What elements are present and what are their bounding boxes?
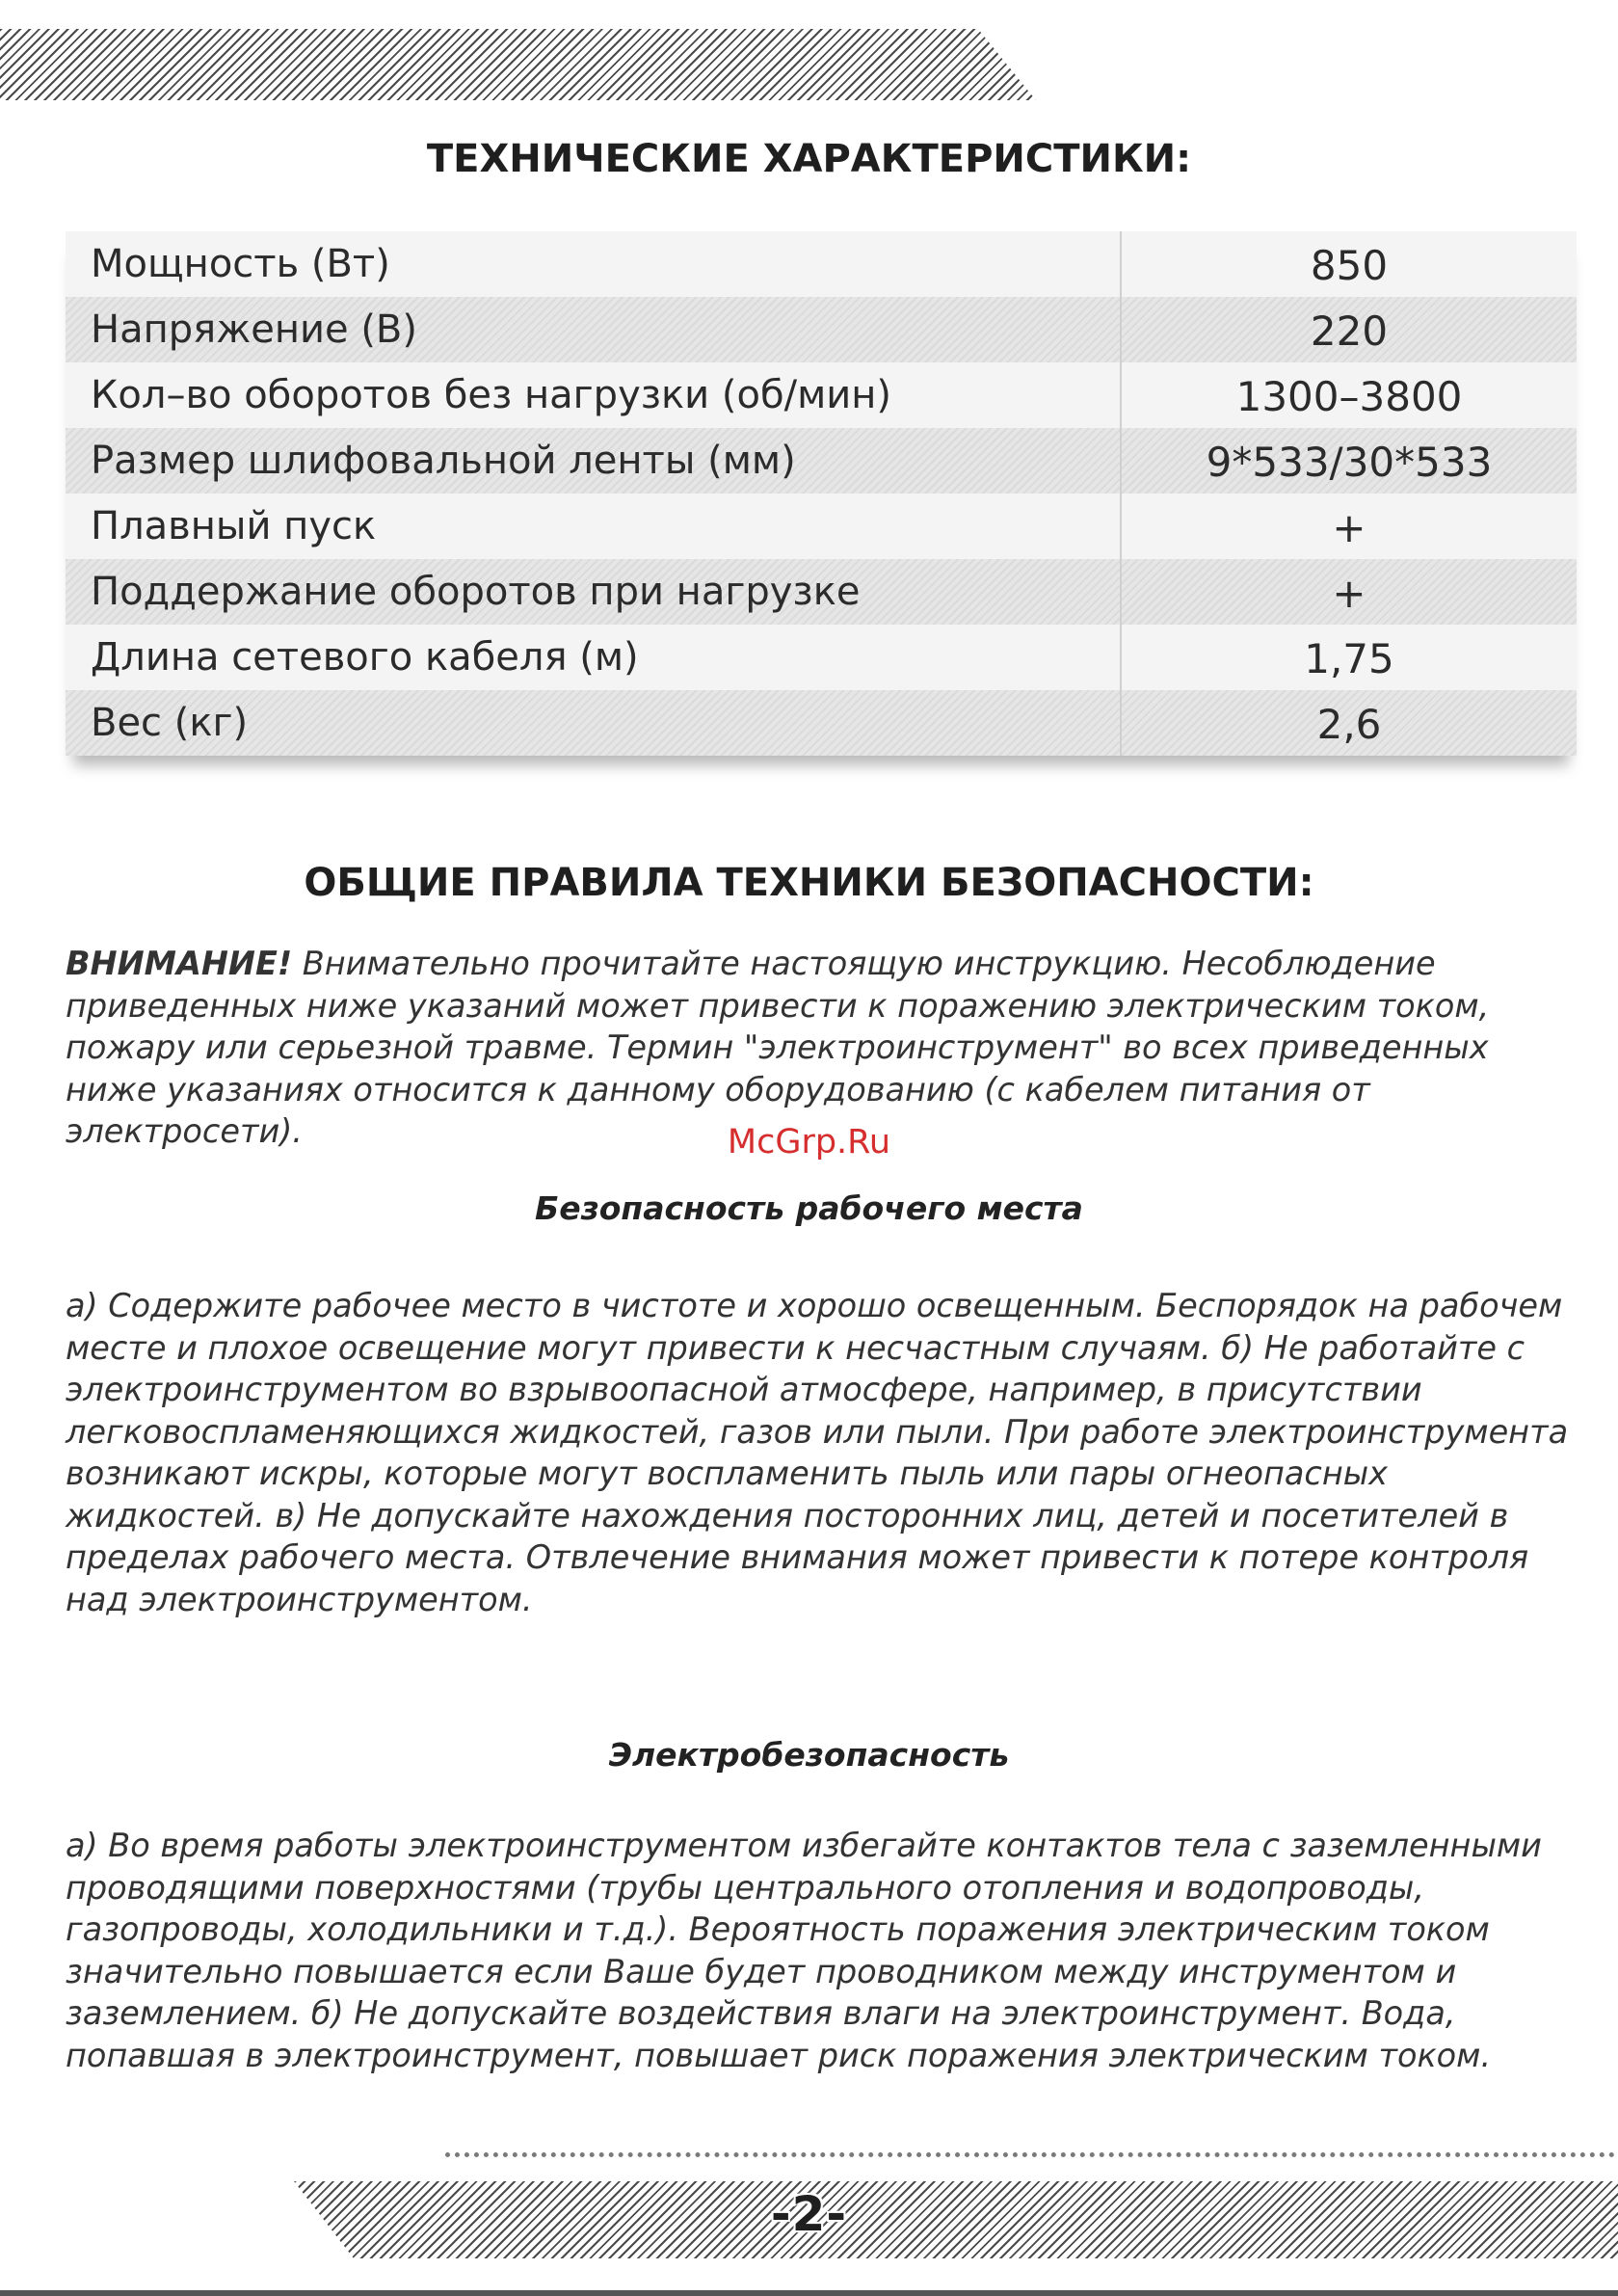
page-number: -2- <box>770 2186 848 2242</box>
watermark: McGrp.Ru <box>727 1123 891 1161</box>
specs-table <box>66 231 1577 756</box>
spec-value: 1300–3800 <box>1120 362 1577 428</box>
spec-value: + <box>1120 494 1577 559</box>
spec-name: Кол–во оборотов без нагрузки (об/мин) <box>91 373 892 417</box>
spec-row <box>66 362 1577 428</box>
top-decorative-band <box>0 29 1036 100</box>
spec-value: 9*533/30*533 <box>1120 428 1577 494</box>
specs-title: ТЕХНИЧЕСКИЕ ХАРАКТЕРИСТИКИ: <box>426 137 1192 181</box>
spec-row <box>66 231 1577 297</box>
bottom-edge-line <box>0 2290 1618 2296</box>
footer-dotted-divider <box>445 2152 1615 2157</box>
spec-value: 220 <box>1120 297 1577 362</box>
spec-value: + <box>1120 559 1577 625</box>
spec-name: Плавный пуск <box>91 504 377 548</box>
spec-row <box>66 625 1577 690</box>
spec-name: Напряжение (В) <box>91 307 417 352</box>
electrical-paragraph: а) Во время работы электроинструментом избегайте контактов тела с заземленными проводящими поверхностями (трубы центрального отопления и водопроводы, газопроводы, холодильники и т.д.). Вероятность поражения электрическим током значительно повышается если Ваше будет проводником между инструментом и заземлением. б) Не допускайте воздействия влаги на электроинструмент. Вода, попавшая в электроинструмент, повышает риск поражения электрическим током. <box>66 1827 1542 2074</box>
spec-value: 1,75 <box>1120 625 1577 690</box>
spec-row <box>66 690 1577 756</box>
warning-text: Внимательно прочитайте настоящую инструкцию. Несоблюдение приведенных ниже указаний может привести к поражению электрическим током, пожару или серьезной травме. Термин "электроинструмент" во всех приведенных ниже указаниях относится к данному оборудованию (с кабелем питания от электросети). <box>66 945 1490 1150</box>
spec-row <box>66 494 1577 559</box>
spec-name: Мощность (Вт) <box>91 242 390 286</box>
spec-value: 2,6 <box>1120 690 1577 756</box>
workplace-paragraph: а) Содержите рабочее место в чистоте и хорошо освещенным. Беспорядок на рабочем месте и плохое освещение могут привести к несчастным случаям. б) Не работайте с электроинструментом во взрывоопасной атмосфере, например, в присутствии легковоспламеняющихся жидкостей, газов или пыли. При работе электроинструмента возникают искры, которые могут воспламенить пыль или пары огнеопасных жидкостей. в) Не допускайте нахождения посторонних лиц, детей и посетителей в пределах рабочего места. Отвлечение внимания может привести к потере контроля над электроинструментом. <box>66 1287 1569 1618</box>
safety-title: ОБЩИЕ ПРАВИЛА ТЕХНИКИ БЕЗОПАСНОСТИ: <box>304 861 1314 905</box>
spec-name: Длина сетевого кабеля (м) <box>91 635 639 680</box>
warning-lead: ВНИМАНИЕ! <box>66 945 293 982</box>
spec-name: Вес (кг) <box>91 701 249 745</box>
spec-row <box>66 428 1577 494</box>
electrical-heading: Электробезопасность <box>608 1736 1010 1774</box>
spec-row <box>66 297 1577 362</box>
spec-name: Поддержание оборотов при нагрузке <box>91 570 861 614</box>
warning-paragraph <box>66 943 1588 1153</box>
workplace-heading: Безопасность рабочего места <box>535 1189 1083 1227</box>
spec-name: Размер шлифовальной ленты (мм) <box>91 439 796 483</box>
spec-value: 850 <box>1120 231 1577 297</box>
spec-row <box>66 559 1577 625</box>
